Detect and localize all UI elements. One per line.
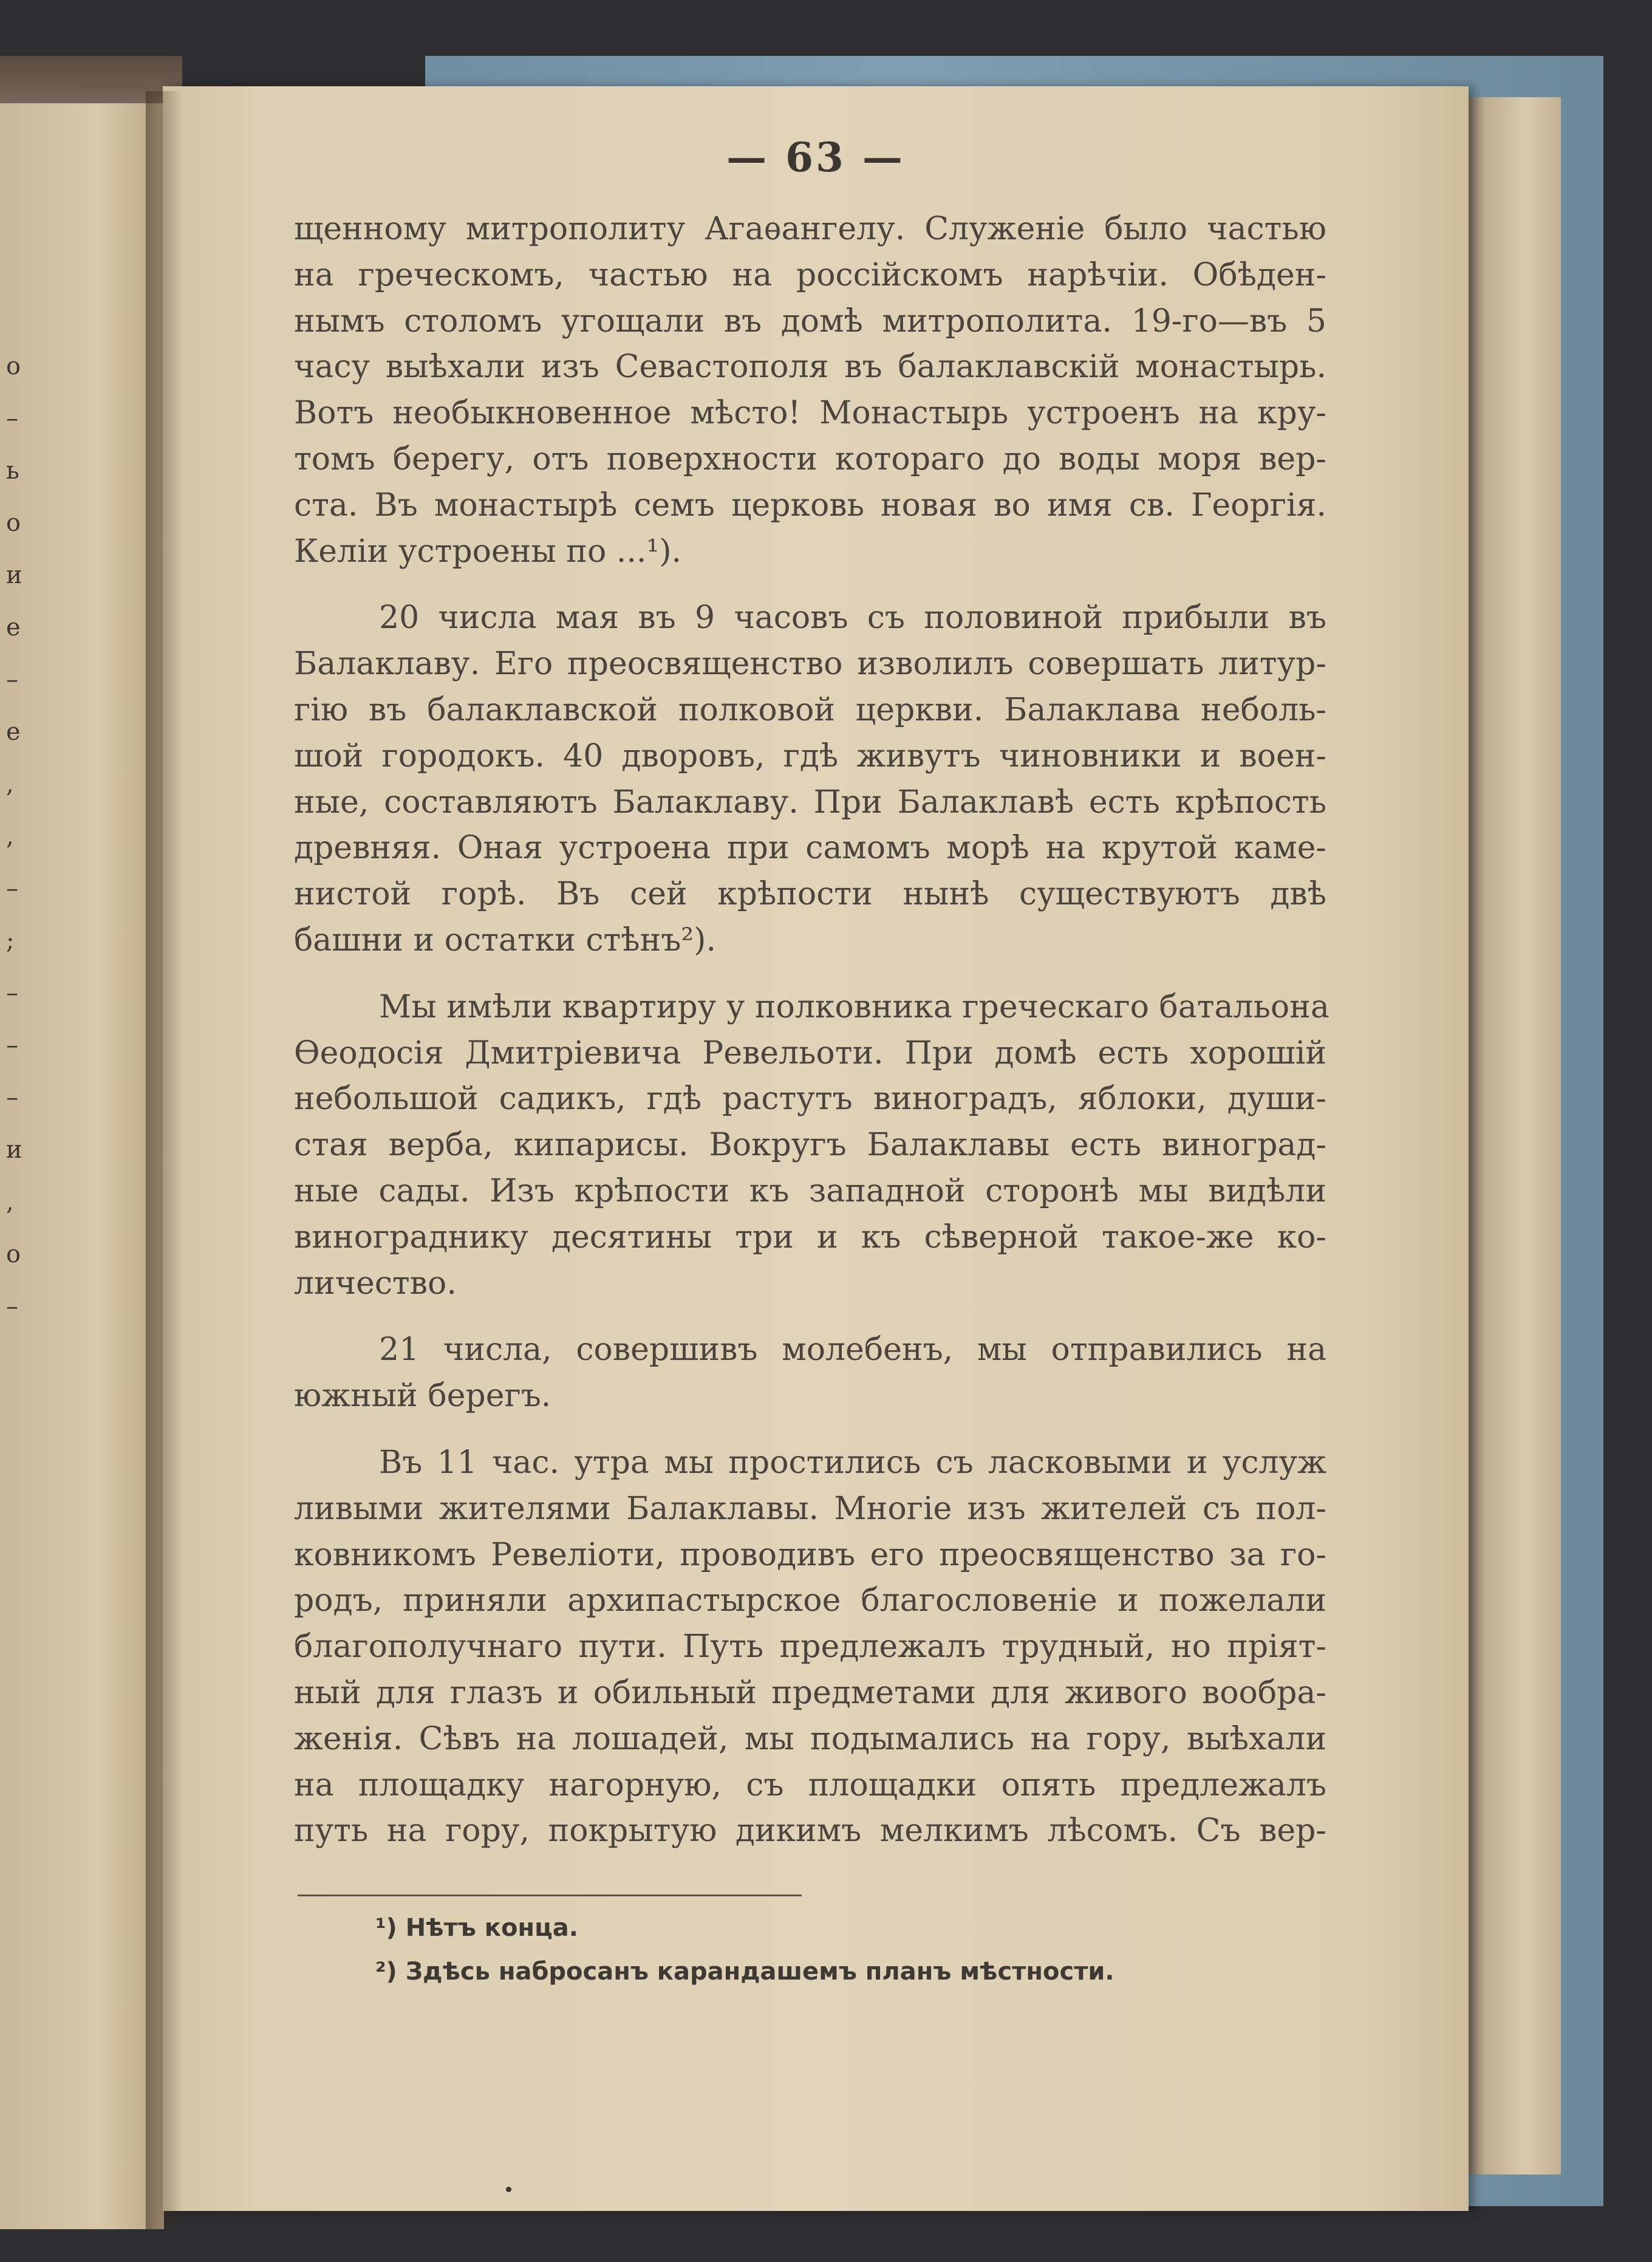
facing-page-mark: и bbox=[6, 1136, 22, 1164]
facing-page-mark: – bbox=[6, 1293, 18, 1321]
text-line: томъ берегу, отъ поверхности котораго до воды моря вер- bbox=[294, 440, 1326, 477]
facing-page-text bbox=[6, 340, 30, 1333]
text-line: южный берегъ. bbox=[294, 1378, 551, 1415]
facing-page-mark: о bbox=[6, 509, 21, 537]
text-line: Вотъ необыкновенное мѣсто! Монастырь устроенъ на кру- bbox=[294, 395, 1326, 432]
text-line: небольшой садикъ, гдѣ растутъ виноградъ, яблоки, души- bbox=[294, 1081, 1326, 1118]
paragraph-gap bbox=[294, 1420, 1326, 1440]
text-line: древняя. Оная устроена при самомъ морѣ на крутой каме- bbox=[294, 830, 1326, 867]
text-line: башни и остатки стѣнъ²). bbox=[294, 921, 716, 958]
text-line: Въ 11 час. утра мы простились съ ласковыми и услуж bbox=[379, 1444, 1326, 1481]
facing-page-mark: – bbox=[6, 666, 18, 694]
paragraph-gap bbox=[294, 964, 1326, 985]
text-line: ные сады. Изъ крѣпости къ западной сторонѣ мы видѣли bbox=[294, 1172, 1326, 1209]
footnotes bbox=[375, 1906, 1114, 1994]
text-line: шой городокъ. 40 дворовъ, гдѣ живутъ чиновники и воен- bbox=[294, 737, 1326, 774]
text-line: ный для глазъ и обильный предметами для живого вообра- bbox=[294, 1674, 1326, 1711]
footnote-rule bbox=[298, 1895, 802, 1896]
facing-page-mark: – bbox=[6, 1031, 18, 1059]
text-line: 21 числа, совершивъ молебенъ, мы отправились на bbox=[379, 1331, 1326, 1368]
text-line: ливыми жителями Балаклавы. Многіе изъ жителей съ пол- bbox=[294, 1490, 1326, 1527]
text-line: Ѳеодосія Дмитріевича Ревельоти. При домѣ есть хорошій bbox=[294, 1034, 1326, 1071]
text-line: стая верба, кипарисы. Вокругъ Балаклавы есть виноград- bbox=[294, 1127, 1326, 1164]
text-line: ные, составляютъ Балаклаву. При Балаклавѣ есть крѣпость bbox=[294, 784, 1326, 821]
text-line: ста. Въ монастырѣ семъ церковь новая во имя св. Георгія. bbox=[294, 487, 1326, 524]
text-line: благополучнаго пути. Путь предлежалъ трудный, но пріят- bbox=[294, 1628, 1326, 1666]
facing-page-mark: ; bbox=[6, 927, 15, 955]
text-line: винограднику десятины три и къ сѣверной такое-же ко- bbox=[294, 1218, 1326, 1256]
text-line: Балаклаву. Его преосвященство изволилъ совершать литур- bbox=[294, 646, 1326, 683]
facing-page-mark: , bbox=[6, 1188, 14, 1216]
paragraph-gap bbox=[294, 1307, 1326, 1327]
facing-page-mark: и bbox=[6, 561, 22, 589]
page-number: — 63 — bbox=[726, 134, 905, 181]
text-line: ковникомъ Ревеліоти, проводивъ его преосвященство за го- bbox=[294, 1536, 1326, 1573]
facing-page bbox=[0, 103, 164, 2229]
text-line: женія. Сѣвъ на лошадей, мы подымались на гору, выѣхали bbox=[294, 1720, 1326, 1757]
text-line: часу выѣхали изъ Севастополя въ балаклавскій монастырь. bbox=[294, 349, 1326, 386]
facing-page-mark: – bbox=[6, 405, 18, 432]
facing-page-mark: е bbox=[6, 613, 21, 641]
facing-page-mark: е bbox=[6, 718, 21, 746]
text-line: на площадку нагорную, съ площадки опять предлежалъ bbox=[294, 1766, 1326, 1803]
text-line: Мы имѣли квартиру у полковника греческаго батальона bbox=[379, 988, 1329, 1025]
facing-page-mark: – bbox=[6, 1084, 18, 1112]
facing-page-mark: – bbox=[6, 875, 18, 903]
text-line: 20 числа мая въ 9 часовъ съ половиной прибыли въ bbox=[379, 600, 1326, 637]
footnote-1: ¹) Нѣтъ конца. bbox=[375, 1914, 578, 1942]
facing-page-mark: о bbox=[6, 1240, 21, 1268]
facing-page-mark: , bbox=[6, 822, 14, 850]
gutter-shadow bbox=[146, 91, 182, 2229]
text-line: гію въ балаклавской полковой церкви. Балаклава неболь- bbox=[294, 691, 1326, 728]
facing-page-mark: ь bbox=[6, 457, 19, 485]
facing-page-mark: , bbox=[6, 770, 14, 798]
paragraph-gap bbox=[294, 575, 1326, 595]
text-line: нымъ столомъ угощали въ домѣ митрополита. 19-го—въ 5 bbox=[294, 302, 1326, 340]
book-page bbox=[163, 86, 1469, 2211]
text-line: нистой горѣ. Въ сей крѣпости нынѣ существуютъ двѣ bbox=[294, 876, 1326, 913]
text-line: Келіи устроены по ...¹). bbox=[294, 533, 682, 570]
text-line: щенному митрополиту Агаѳангелу. Служеніе было частью bbox=[294, 211, 1326, 247]
facing-page-mark: – bbox=[6, 979, 18, 1007]
body-text bbox=[294, 207, 1329, 1854]
text-line: родъ, приняли архипастырское благословеніе и пожелали bbox=[294, 1582, 1326, 1619]
ink-dot bbox=[506, 2187, 511, 2192]
text-line: путь на гору, покрытую дикимъ мелкимъ лѣсомъ. Съ вер- bbox=[294, 1813, 1326, 1850]
footnote-2: ²) Здѣсь набросанъ карандашемъ планъ мѣстности. bbox=[375, 1958, 1114, 1986]
text-line: на греческомъ, частью на россійскомъ нарѣчіи. Обѣден- bbox=[294, 256, 1326, 293]
facing-page-mark: о bbox=[6, 352, 21, 380]
text-line: личество. bbox=[294, 1265, 457, 1302]
